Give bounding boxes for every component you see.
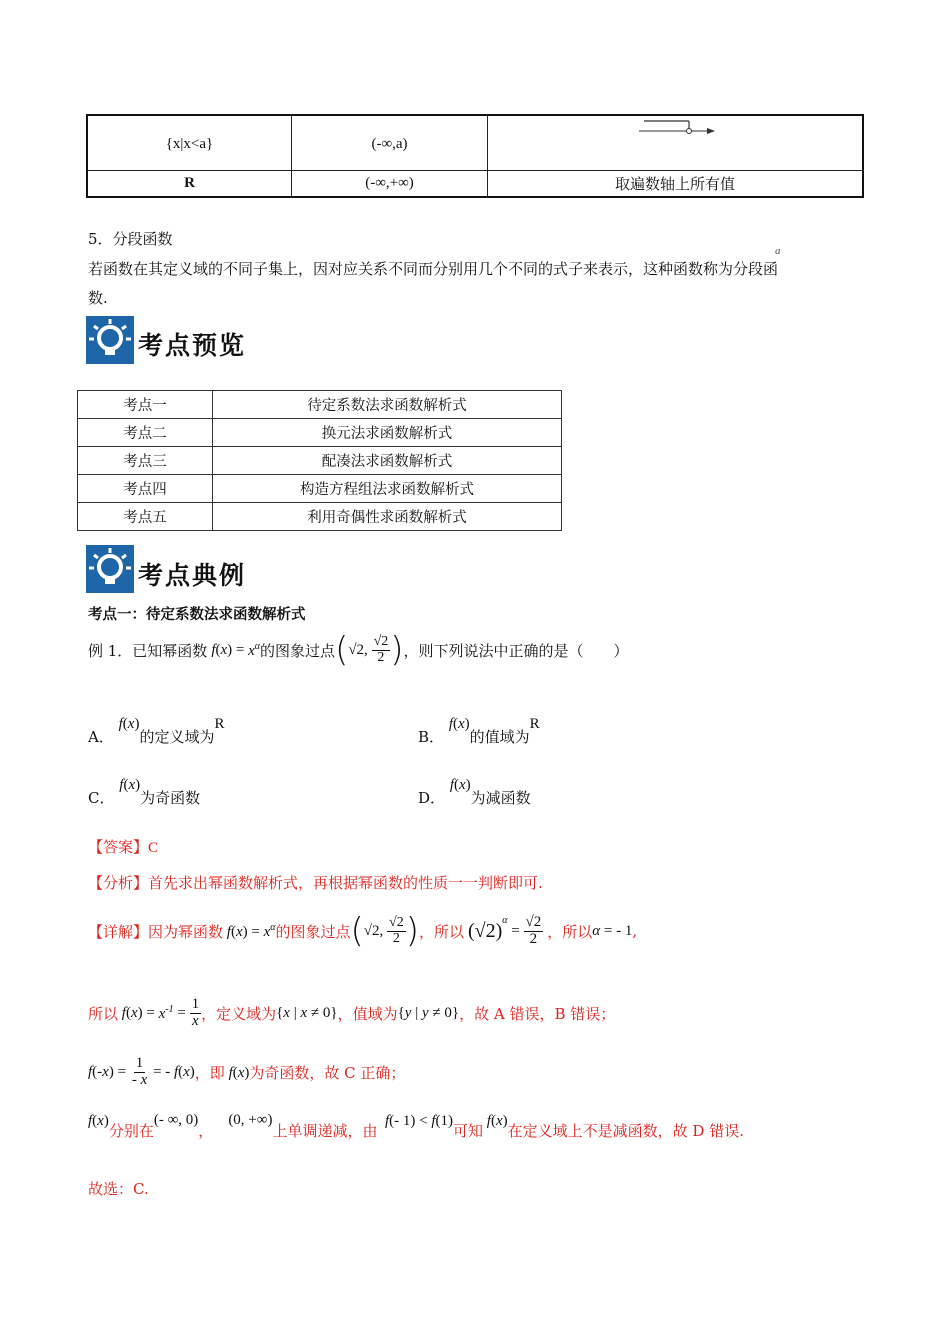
detail-line-2: 所以 f ( x ) = $x^{-1}$ = $\frac{1}{x}$ ，定义域为 {x | x ≠ 0} ，值域为 {y | y ≠ 0} ，故 A 错误，B 错误；	[88, 995, 616, 1029]
section-heading: 5．分段函数	[88, 230, 173, 248]
bulb-badge	[86, 316, 134, 364]
option-c[interactable]: C． f(x)为奇函数	[88, 777, 201, 807]
interval-cell: (-∞,a)	[292, 115, 488, 171]
option-a[interactable]: A． f(x)的定义域为R	[88, 716, 225, 746]
open-point-icon	[687, 129, 692, 134]
detail-line-1: 【详解】 因为幂函数 $f(x) = x^\alpha$ 的图象过点 ( √2, $\frac{√2}{2}$ ) ，所以 (√2) $^\alpha$ = $\frac{√2}{2}$ ，所以 α = - 1 ,	[88, 911, 638, 951]
question: 例 1．已知幂函数 f ( x ) = $x^\alpha$ 的图象过点 ( √2, $\frac{√2}{2}$ ) ，则下列说法中正确的是（ ）	[88, 630, 629, 670]
overview-table	[77, 390, 562, 531]
table-row: 考点五 利用奇偶性求函数解析式	[78, 503, 562, 531]
answer: 【答案】C	[88, 838, 159, 856]
detail-line-3: f (- x ) = $\frac{1}{- x}$ = - f ( x ) ，即 f(x) 为奇函数，故 C 正确；	[88, 1054, 406, 1088]
number-line-graph	[489, 117, 861, 165]
overview-title: 考点预览	[138, 331, 247, 360]
detail-line-4: f(x) 分别在 (- ∞, 0) ， (0, +∞) 上单调递减，由 f(- 1) < f(1) 可知 f(x) 在定义域上不是减函数，故 D 错误.	[88, 1111, 744, 1140]
table-row: 考点三 配凑法求函数解析式	[78, 447, 562, 475]
table-row: 考点二 换元法求函数解析式	[78, 419, 562, 447]
point-label: a	[775, 245, 781, 257]
section-body: 若函数在其定义域的不同子集上，因对应关系不同而分别用几个不同的式子来表示，这种函数称为分段函	[88, 260, 779, 278]
desc-cell: 取遍数轴上所有值	[488, 171, 864, 197]
table-row: 考点一 待定系数法求函数解析式	[78, 391, 562, 419]
set-cell: R	[87, 171, 292, 197]
set-cell: {x|x<a}	[87, 115, 292, 171]
subheading: 考点一：待定系数法求函数解析式	[88, 607, 306, 623]
final-answer: 故选：C.	[88, 1180, 149, 1198]
lightbulb-icon	[86, 316, 134, 364]
lightbulb-icon	[86, 545, 134, 593]
analysis: 【分析】首先求出幂函数解析式，再根据幂函数的性质一一判断即可.	[88, 874, 543, 892]
table-row: 考点四 构造方程组法求函数解析式	[78, 475, 562, 503]
option-b[interactable]: B． f(x)的值域为R	[418, 716, 540, 746]
arrow-icon	[707, 128, 715, 134]
interval-cell: (-∞,+∞)	[292, 171, 488, 197]
bulb-badge	[86, 545, 134, 593]
examples-title: 考点典例	[138, 561, 247, 590]
option-d[interactable]: D． f(x)为减函数	[418, 777, 531, 807]
section-body-cont: 数.	[88, 289, 108, 307]
